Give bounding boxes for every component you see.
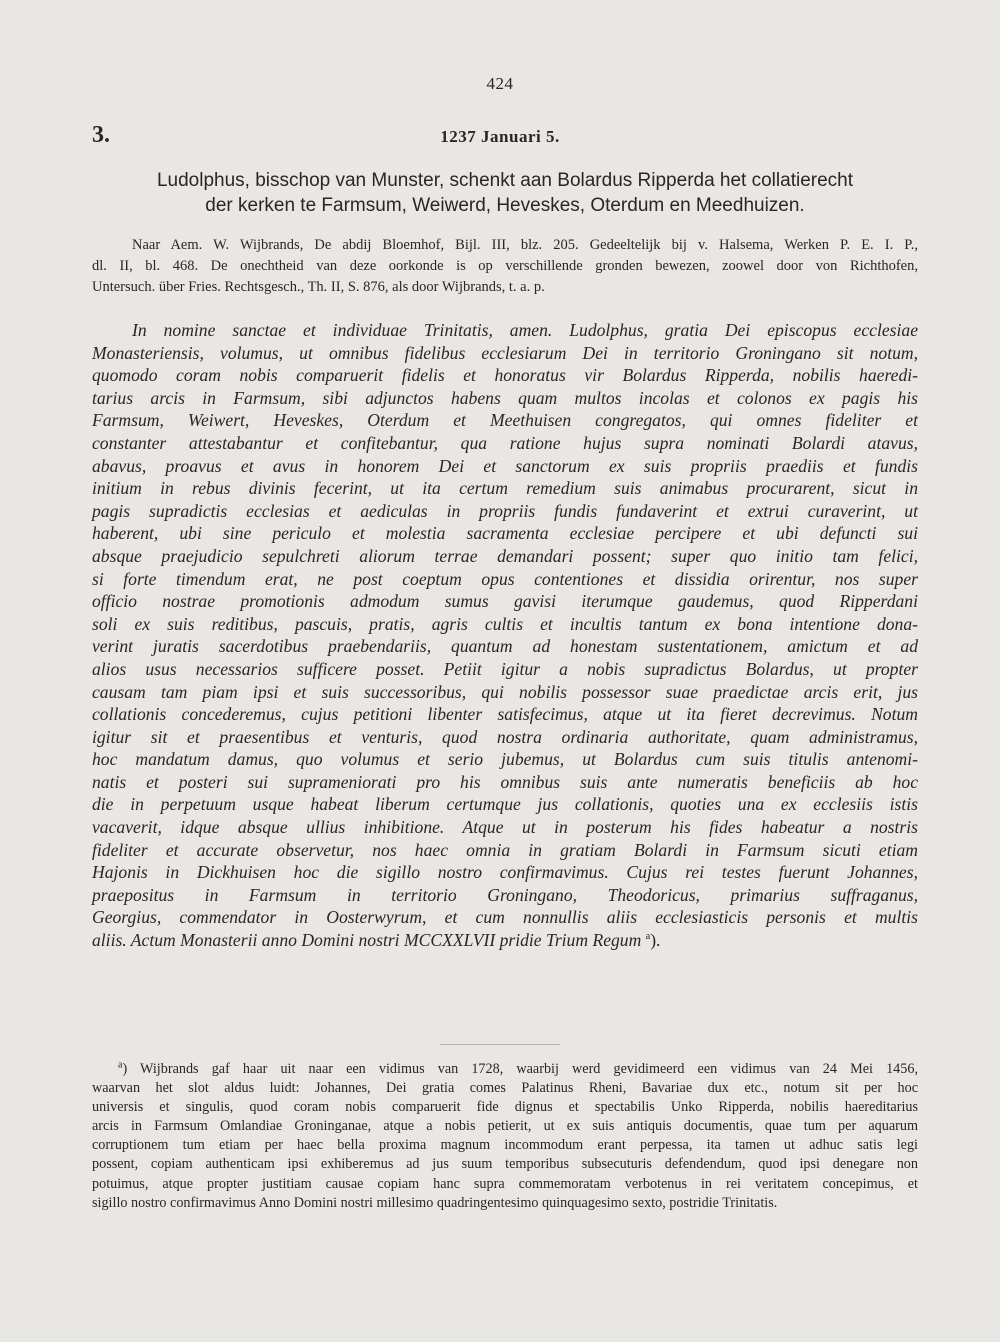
footnote-line: potuimus, atque propter justitiam causae copiam hanc supra commemoratam verbotenus in rei veritatem concepimus, et xyxy=(92,1175,918,1192)
footnote-line: arcis in Farmsum Omlandiae Groninganae, atque a nobis petierit, ut ex suis antiquis documentis, quae tum per aquarum xyxy=(92,1118,918,1135)
charter-line: initium in rebus divinis fecerint, ut ita certum remedium suis animabus procurarent, sicut in xyxy=(92,478,918,499)
charter-line: natis et posteri sui suprameniorati pro his omnibus suis ante numeratis beneficiis ab hoc xyxy=(92,771,918,792)
charter-line: vacaverit, idque absque ullius inhibitione. Atque ut in posterum his fides habeatur a nostris xyxy=(92,817,918,838)
charter-line-end: ). xyxy=(650,930,661,951)
charter-line: Hajonis in Dickhuisen hoc die sigillo nostro confirmavimus. Cujus rei testes fuerunt Johannes, xyxy=(92,862,918,883)
charter-line: hoc mandatum damus, quo volumus et serio jubemus, ut Bolardus cum suis titulis antenomi- xyxy=(92,749,918,770)
source-line: Naar Aem. W. Wijbrands, De abdij Bloemhof, Bijl. III, blz. 205. Gedeeltelijk bij v. Halsema, Werken P. E. I. P., xyxy=(132,237,918,253)
charter-line: soli ex suis reditibus, pascuis, pratis, agris cultis et incultis tantum ex bona intentione dona- xyxy=(92,613,918,634)
document-date: 1237 Januari 5. xyxy=(440,127,560,146)
document-number: 3. xyxy=(92,122,110,148)
charter-line: absque praejudicio sepulchreti aliorum terrae demandari possent; super quo initio tam felici, xyxy=(92,545,918,566)
footnote-reference[interactable]: a xyxy=(645,931,651,943)
charter-line: constanter attestabantur et confitebantur, qua ratione hujus supra nominati Bolardi atavus, xyxy=(92,432,918,453)
summary-line: der kerken te Farmsum, Weiwerd, Heveskes, Oterdum en Meedhuizen. xyxy=(205,195,805,216)
charter-line: abavus, proavus et avus in honorem Dei et sanctorum ex suis propriis praediis et fundis xyxy=(92,455,918,476)
charter-line: igitur sit et praesentibus et venturis, quod nostra ordinaria authoritate, quam administramus, xyxy=(92,726,918,747)
footnote-line: sigillo nostro confirmavimus Anno Domini nostri millesimo quadringentesimo quinquagesimo sexto, postridie Trinitatis. xyxy=(92,1194,778,1211)
footnote-line: waarvan het slot aldus luidt: Johannes, Dei gratia comes Palatinus Rheni, Bavariae dux etc., notum sit per hoc xyxy=(92,1080,918,1097)
charter-line: tarius arcis in Farmsum, sibi adjunctos habens quam multos incolas et colonos ex pagis his xyxy=(92,387,918,408)
charter-line: haberent, ubi sine periculo et molestia sacramenta ecclesiae percipere et ubi defuncti sui xyxy=(92,523,918,544)
charter-line: alios usus necessarios sufficere posset. Petiit igitur a nobis supradictus Bolardus, ut propter xyxy=(92,658,918,679)
charter-line: Farmsum, Weiwert, Heveskes, Oterdum et Meethuisen congregatos, qui omnes fideliter et xyxy=(92,410,918,431)
footnote-line: corruptionem tum etiam per haec bella proxima magnum incommodum erant perpessa, ita tamen ut adhuc satis legi xyxy=(92,1137,918,1154)
charter-last-line xyxy=(92,929,918,952)
charter-line: collationis concederemus, cujus petitioni libenter satisfecimus, atque ut ita fieret decrevimus. Notum xyxy=(92,704,918,725)
footnote xyxy=(92,1060,918,1213)
footnote-marker: a xyxy=(118,1059,123,1071)
footnote-line-text: ) Wijbrands gaf haar uit naar een vidimus van 1728, waarbij werd gevidimeerd een vidimus van 24 Mei 1456, xyxy=(122,1061,918,1077)
charter-line: causam tam piam ipsi et suis successoribus, qui nobilis possessor suae praedictae arcis erit, jus xyxy=(92,681,918,702)
charter-line: praepositus in Farmsum in territorio Groningano, Theodoricus, primarius suffraganus, xyxy=(92,884,918,905)
charter-line: Georgius, commendator in Oosterwyrum, et cum nonnullis aliis ecclesiasticis personis et multis xyxy=(92,907,918,928)
summary-line: Ludolphus, bisschop van Munster, schenkt aan Bolardus Ripperda het collatierecht xyxy=(156,170,854,191)
charter-line: fideliter et accurate observetur, nos haec omnia in gratiam Bolardi in Farmsum sicuti etiam xyxy=(92,839,918,860)
source-line: Untersuch. über Fries. Rechtsgesch., Th. II, S. 876, als door Wijbrands, t. a. p. xyxy=(92,279,545,295)
source-note xyxy=(92,235,918,298)
charter-line-text: aliis. Actum Monasterii anno Domini nostri MCCXXLVII pridie Trium Regum xyxy=(92,930,642,951)
charter-text xyxy=(92,319,918,952)
separator-rule xyxy=(440,1044,560,1045)
charter-line: officio nostrae promotionis admodum sumus gavisi iterumque gaudemus, quod Ripperdani xyxy=(92,591,918,612)
charter-line: si forte timendum erat, ne post coeptum opus contentiones et dissidia orirentur, nos super xyxy=(92,568,918,589)
source-line: dl. II, bl. 468. De onechtheid van deze oorkonde is op verschillende gronden bewezen, zoowel door von Richthofen, xyxy=(92,258,918,274)
charter-line: die in perpetuum usque habeat liberum certumque jus collationis, quoties una ex ecclesiis istis xyxy=(92,794,918,815)
footnote-line xyxy=(92,1060,918,1079)
charter-line: In nomine sanctae et individuae Trinitatis, amen. Ludolphus, gratia Dei episcopus ecclesiae xyxy=(132,320,918,340)
charter-line: verint juratis sacerdotibus praebendariis, quantum ad honestam sustentationem, amictum et ad xyxy=(92,636,918,657)
charter-line: Monasteriensis, volumus, ut omnibus fidelibus ecclesiarum Dei in territorio Groningano sit notum, xyxy=(92,342,918,363)
document-summary xyxy=(92,168,918,218)
charter-line: pagis supradictis ecclesias et aediculas in propriis fundis fundaverint et extrui curaverint, ut xyxy=(92,500,918,521)
charter-line: quomodo coram nobis comparuerit fidelis et honoratus vir Bolardus Ripperda, nobilis haeredi- xyxy=(92,365,918,386)
footnote-line: universis et singulis, quod coram nobis comparuerit fide dignus et spectabilis Unko Ripperda, nobilis haereditarius xyxy=(92,1099,918,1116)
page-number: 424 xyxy=(486,74,514,93)
footnote-line: possent, copiam authenticam ipsi exhiberemus ad jus suum temporibus subsecuturis defendendum, quod ipsi denegare non xyxy=(92,1156,918,1173)
